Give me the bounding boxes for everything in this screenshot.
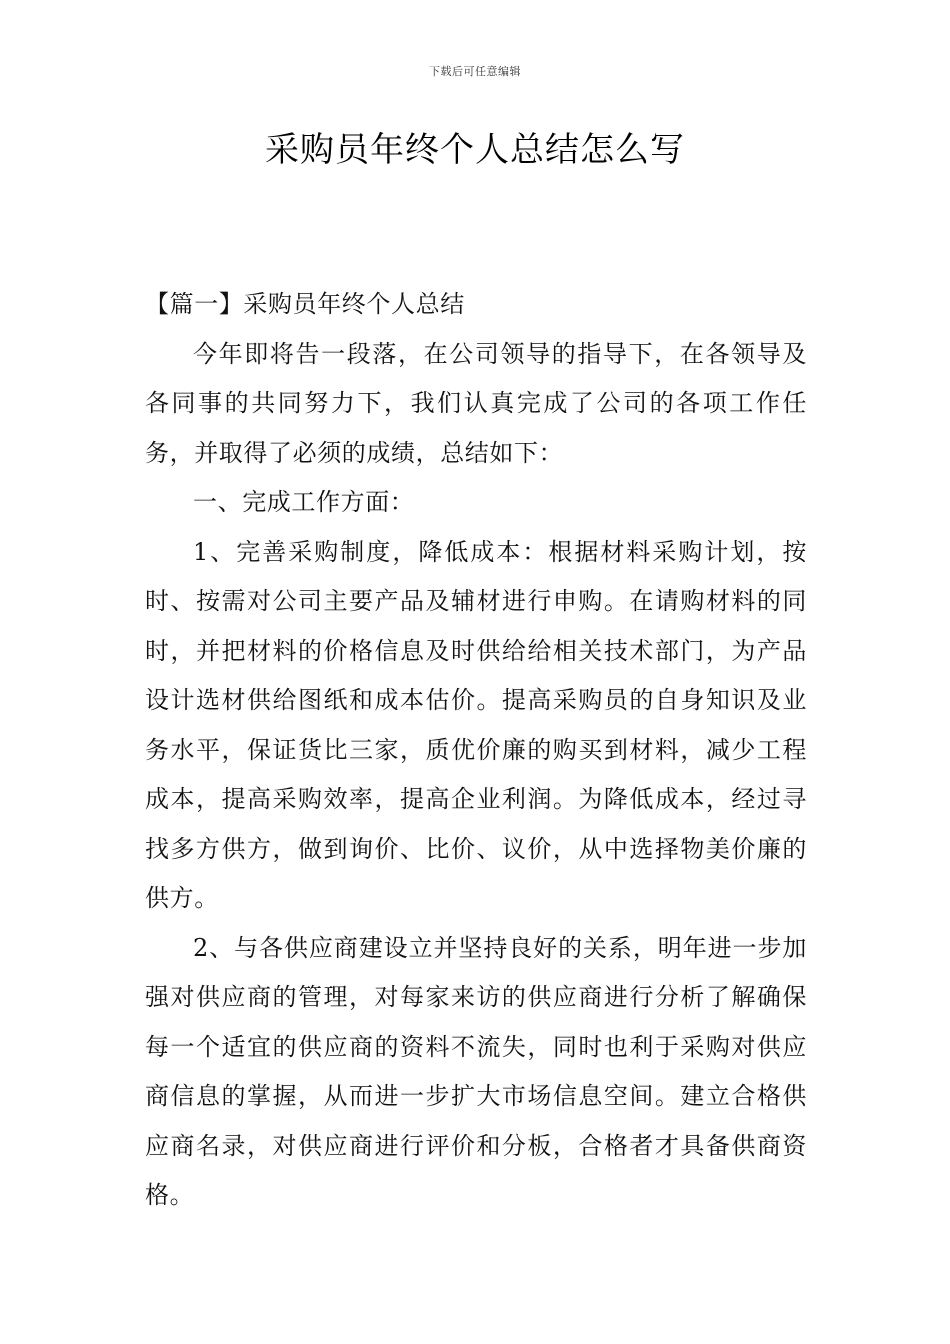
paragraph-subheading: 一、完成工作方面： xyxy=(193,488,415,516)
document-body xyxy=(145,280,807,1221)
header-note: 下载后可任意编辑 xyxy=(429,65,521,78)
paragraph-item-2: 2、与各供应商建设立并坚持良好的关系，明年进一步加强对供应商的管理，对每家来访的供应商进行分析了解确保每一个适宜的供应商的资料不流失，同时也利于采购对供应商信息的掌握，从而进一步扩大市场信息空间。建立合格供应商名录，对供应商进行评价和分板，合格者才具备供商资格。 xyxy=(145,933,807,1209)
paragraph-item-1: 1、完善采购制度，降低成本：根据材料采购计划，按时、按需对公司主要产品及辅材进行申购。在请购材料的同时，并把材料的价格信息及时供给给相关技术部门，为产品设计选材供给图纸和成本估价。提高采购员的自身知识及业务水平，保证货比三家，质优价廉的购买到材料，减少工程成本，提高采购效率，提高企业利润。为降低成本，经过寻找多方供方，做到询价、比价、议价，从中选择物美价廉的供方。 xyxy=(145,537,807,912)
document-title: 采购员年终个人总结怎么写 xyxy=(265,130,685,170)
paragraph-intro: 今年即将告一段落，在公司领导的指导下，在各领导及各同事的共同努力下，我们认真完成了公司的各项工作任务，并取得了必须的成绩，总结如下： xyxy=(145,339,807,467)
section-heading: 【篇一】采购员年终个人总结 xyxy=(145,290,465,318)
